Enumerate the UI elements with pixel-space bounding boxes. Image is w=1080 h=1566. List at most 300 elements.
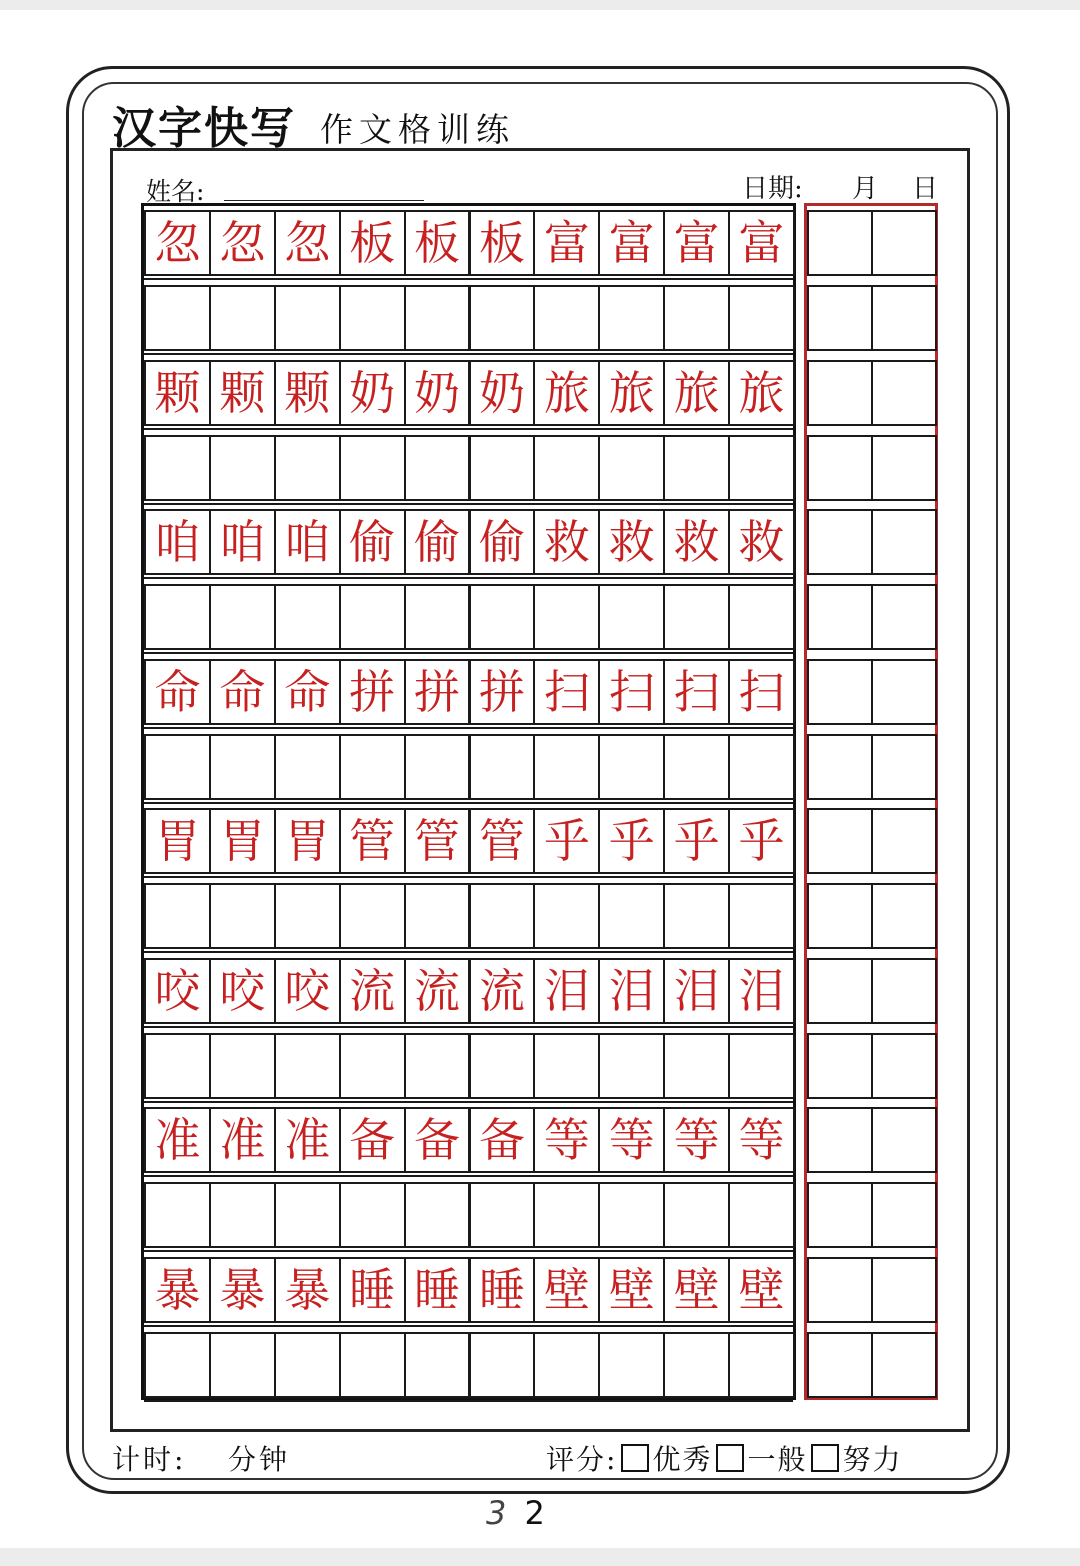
model-character: 拼 bbox=[414, 664, 461, 719]
model-character-cell bbox=[274, 1257, 341, 1323]
model-character: 板 bbox=[414, 216, 461, 271]
model-character-cell bbox=[209, 958, 276, 1024]
model-character: 泪 bbox=[738, 963, 785, 1018]
model-character-cell bbox=[339, 808, 406, 874]
model-character: 暴 bbox=[284, 1262, 331, 1317]
model-character: 壁 bbox=[738, 1262, 785, 1317]
practice-cell[interactable] bbox=[404, 1182, 471, 1248]
model-character-cell bbox=[728, 210, 795, 276]
model-character: 颗 bbox=[284, 365, 331, 420]
row-rule bbox=[144, 1101, 793, 1103]
practice-cell[interactable] bbox=[598, 883, 665, 949]
model-character: 壁 bbox=[608, 1262, 655, 1317]
model-character: 旅 bbox=[738, 365, 785, 420]
practice-cell[interactable] bbox=[339, 285, 406, 351]
model-character: 准 bbox=[284, 1113, 331, 1168]
model-character-cell bbox=[274, 210, 341, 276]
side-practice-cell[interactable] bbox=[807, 1257, 873, 1323]
model-character-cell bbox=[404, 210, 471, 276]
side-practice-cell[interactable] bbox=[807, 1033, 873, 1099]
model-character-cell bbox=[144, 958, 211, 1024]
model-character-cell bbox=[663, 808, 730, 874]
model-character: 流 bbox=[478, 963, 525, 1018]
practice-cell[interactable] bbox=[209, 883, 276, 949]
model-character-cell bbox=[469, 360, 536, 426]
model-character: 备 bbox=[414, 1113, 461, 1168]
model-character: 泪 bbox=[608, 963, 655, 1018]
model-character-cell bbox=[728, 1257, 795, 1323]
model-character-cell bbox=[469, 509, 536, 575]
effort-checkbox[interactable] bbox=[811, 1444, 839, 1472]
model-character-cell bbox=[598, 360, 665, 426]
side-practice-cell[interactable] bbox=[807, 1332, 873, 1398]
row-rule bbox=[144, 652, 793, 654]
model-character: 睡 bbox=[349, 1262, 396, 1317]
practice-cell[interactable] bbox=[469, 1182, 536, 1248]
page-number bbox=[486, 1494, 545, 1532]
model-character: 板 bbox=[478, 216, 525, 271]
model-character: 旅 bbox=[543, 365, 590, 420]
model-character: 胃 bbox=[219, 814, 266, 869]
model-character-cell bbox=[663, 210, 730, 276]
model-character: 胃 bbox=[284, 814, 331, 869]
model-character: 咬 bbox=[219, 963, 266, 1018]
model-character: 忽 bbox=[219, 216, 266, 271]
model-character-cell bbox=[339, 509, 406, 575]
model-character-cell bbox=[209, 659, 276, 725]
model-character: 颗 bbox=[154, 365, 201, 420]
side-practice-cell[interactable] bbox=[807, 584, 873, 650]
model-character-cell bbox=[469, 808, 536, 874]
model-character-cell bbox=[144, 1107, 211, 1173]
practice-cell[interactable] bbox=[728, 883, 795, 949]
side-practice-cell[interactable] bbox=[871, 210, 937, 276]
model-character-cell bbox=[469, 210, 536, 276]
practice-cell[interactable] bbox=[144, 734, 211, 800]
practice-cell[interactable] bbox=[533, 584, 600, 650]
model-character-cell bbox=[598, 659, 665, 725]
date-month-label: 月 bbox=[852, 174, 879, 204]
side-practice-cell[interactable] bbox=[807, 1182, 873, 1248]
model-character-cell bbox=[274, 958, 341, 1024]
model-character-cell bbox=[404, 659, 471, 725]
practice-cell[interactable] bbox=[144, 1033, 211, 1099]
model-character-cell bbox=[598, 808, 665, 874]
model-character: 拼 bbox=[478, 664, 525, 719]
practice-cell[interactable] bbox=[663, 1332, 730, 1398]
model-character-cell bbox=[404, 509, 471, 575]
model-character-cell bbox=[598, 958, 665, 1024]
model-character-cell bbox=[404, 360, 471, 426]
practice-cell[interactable] bbox=[663, 584, 730, 650]
side-practice-cell[interactable] bbox=[871, 734, 937, 800]
excellent-checkbox[interactable] bbox=[621, 1444, 649, 1472]
model-character: 泪 bbox=[673, 963, 720, 1018]
model-character-cell bbox=[728, 360, 795, 426]
model-character: 富 bbox=[738, 216, 785, 271]
row-rule bbox=[144, 1325, 793, 1327]
model-character: 命 bbox=[219, 664, 266, 719]
practice-cell[interactable] bbox=[339, 883, 406, 949]
model-character: 救 bbox=[738, 515, 785, 570]
practice-cell[interactable] bbox=[728, 734, 795, 800]
side-practice-cell[interactable] bbox=[871, 808, 937, 874]
practice-cell[interactable] bbox=[209, 435, 276, 501]
row-rule bbox=[144, 876, 793, 878]
practice-cell[interactable] bbox=[404, 285, 471, 351]
practice-cell[interactable] bbox=[728, 584, 795, 650]
practice-cell[interactable] bbox=[533, 734, 600, 800]
model-character: 乎 bbox=[738, 814, 785, 869]
side-practice-cell[interactable] bbox=[871, 1033, 937, 1099]
practice-cell[interactable] bbox=[404, 584, 471, 650]
model-character: 拼 bbox=[349, 664, 396, 719]
model-character: 扫 bbox=[673, 664, 720, 719]
model-character: 睡 bbox=[478, 1262, 525, 1317]
practice-cell[interactable] bbox=[144, 883, 211, 949]
model-character: 奶 bbox=[478, 365, 525, 420]
row-rule bbox=[144, 353, 793, 355]
model-character: 乎 bbox=[608, 814, 655, 869]
practice-cell[interactable] bbox=[533, 1332, 600, 1398]
model-character-cell bbox=[404, 808, 471, 874]
model-character-cell bbox=[274, 360, 341, 426]
model-character-cell bbox=[663, 509, 730, 575]
model-character-cell bbox=[533, 808, 600, 874]
side-practice-cell[interactable] bbox=[871, 1332, 937, 1398]
row-rule bbox=[144, 428, 793, 430]
top-margin-strip bbox=[0, 0, 1080, 10]
model-character: 咬 bbox=[284, 963, 331, 1018]
practice-cell[interactable] bbox=[274, 1033, 341, 1099]
practice-cell[interactable] bbox=[469, 584, 536, 650]
model-character-cell bbox=[533, 958, 600, 1024]
practice-cell[interactable] bbox=[598, 1182, 665, 1248]
practice-cell[interactable] bbox=[663, 1182, 730, 1248]
model-character: 准 bbox=[219, 1113, 266, 1168]
model-character-cell bbox=[339, 1257, 406, 1323]
model-character-cell bbox=[274, 808, 341, 874]
model-character-cell bbox=[144, 1257, 211, 1323]
model-character: 咱 bbox=[284, 515, 331, 570]
model-character: 富 bbox=[673, 216, 720, 271]
practice-cell[interactable] bbox=[469, 734, 536, 800]
side-practice-cell[interactable] bbox=[807, 285, 873, 351]
practice-cell[interactable] bbox=[274, 435, 341, 501]
practice-cell[interactable] bbox=[274, 1182, 341, 1248]
practice-cell[interactable] bbox=[144, 584, 211, 650]
model-character-cell bbox=[663, 659, 730, 725]
practice-cell[interactable] bbox=[404, 734, 471, 800]
model-character: 咬 bbox=[154, 963, 201, 1018]
practice-cell[interactable] bbox=[533, 1182, 600, 1248]
model-character: 忽 bbox=[154, 216, 201, 271]
model-character: 备 bbox=[478, 1113, 525, 1168]
model-character-cell bbox=[209, 1107, 276, 1173]
model-character: 咱 bbox=[219, 515, 266, 570]
model-character: 奶 bbox=[349, 365, 396, 420]
model-character: 睡 bbox=[414, 1262, 461, 1317]
practice-cell[interactable] bbox=[144, 435, 211, 501]
side-practice-cell[interactable] bbox=[871, 584, 937, 650]
side-practice-cell[interactable] bbox=[807, 958, 873, 1024]
model-character: 流 bbox=[414, 963, 461, 1018]
side-practice-cell[interactable] bbox=[871, 1257, 937, 1323]
side-practice-cell[interactable] bbox=[871, 1107, 937, 1173]
model-character-cell bbox=[533, 360, 600, 426]
practice-cell[interactable] bbox=[339, 734, 406, 800]
side-practice-cell[interactable] bbox=[807, 883, 873, 949]
practice-cell[interactable] bbox=[533, 285, 600, 351]
row-rule bbox=[144, 1175, 793, 1177]
model-character: 管 bbox=[414, 814, 461, 869]
practice-cell[interactable] bbox=[339, 1033, 406, 1099]
model-character-cell bbox=[598, 210, 665, 276]
row-rule bbox=[144, 1400, 793, 1402]
model-character-cell bbox=[274, 509, 341, 575]
model-character-cell bbox=[663, 1257, 730, 1323]
handwritten-page-number: 3 bbox=[486, 1494, 507, 1532]
model-character-cell bbox=[404, 1257, 471, 1323]
side-practice-cell[interactable] bbox=[807, 1107, 873, 1173]
practice-cell[interactable] bbox=[598, 285, 665, 351]
model-character: 扫 bbox=[608, 664, 655, 719]
score-label: 评分: bbox=[546, 1443, 618, 1476]
model-character-cell bbox=[728, 1107, 795, 1173]
side-practice-cell[interactable] bbox=[807, 659, 873, 725]
practice-cell[interactable] bbox=[144, 285, 211, 351]
practice-cell[interactable] bbox=[663, 1033, 730, 1099]
model-character-cell bbox=[339, 1107, 406, 1173]
model-character-cell bbox=[274, 659, 341, 725]
practice-cell[interactable] bbox=[144, 1182, 211, 1248]
practice-cell[interactable] bbox=[274, 734, 341, 800]
score-section bbox=[546, 1438, 902, 1478]
model-character-cell bbox=[728, 958, 795, 1024]
minutes-label: 分钟 bbox=[228, 1443, 291, 1476]
average-checkbox[interactable] bbox=[716, 1444, 744, 1472]
practice-cell[interactable] bbox=[663, 285, 730, 351]
practice-cell[interactable] bbox=[209, 584, 276, 650]
name-label: 姓名: bbox=[146, 177, 205, 206]
model-character-cell bbox=[144, 210, 211, 276]
model-character: 旅 bbox=[673, 365, 720, 420]
practice-cell[interactable] bbox=[209, 1182, 276, 1248]
model-character: 奶 bbox=[414, 365, 461, 420]
model-character: 命 bbox=[284, 664, 331, 719]
model-character-cell bbox=[598, 509, 665, 575]
model-character: 扫 bbox=[738, 664, 785, 719]
model-character: 准 bbox=[154, 1113, 201, 1168]
model-character-cell bbox=[469, 1107, 536, 1173]
model-character-cell bbox=[663, 360, 730, 426]
practice-cell[interactable] bbox=[274, 285, 341, 351]
practice-cell[interactable] bbox=[728, 1033, 795, 1099]
practice-cell[interactable] bbox=[533, 1033, 600, 1099]
model-character: 管 bbox=[478, 814, 525, 869]
model-character: 管 bbox=[349, 814, 396, 869]
model-character-cell bbox=[533, 1257, 600, 1323]
model-character: 乎 bbox=[543, 814, 590, 869]
practice-cell[interactable] bbox=[663, 734, 730, 800]
model-character: 流 bbox=[349, 963, 396, 1018]
model-character: 偷 bbox=[478, 515, 525, 570]
practice-cell[interactable] bbox=[469, 435, 536, 501]
side-practice-cell[interactable] bbox=[871, 509, 937, 575]
practice-cell[interactable] bbox=[274, 883, 341, 949]
model-character: 胃 bbox=[154, 814, 201, 869]
side-practice-cell[interactable] bbox=[871, 1182, 937, 1248]
practice-cell[interactable] bbox=[209, 1332, 276, 1398]
row-rule bbox=[144, 727, 793, 729]
practice-cell[interactable] bbox=[339, 435, 406, 501]
side-practice-cell[interactable] bbox=[871, 360, 937, 426]
timer-label: 计时: bbox=[112, 1443, 187, 1476]
model-character-cell bbox=[209, 509, 276, 575]
row-rule bbox=[144, 1250, 793, 1252]
row-rule bbox=[144, 951, 793, 953]
row-rule bbox=[144, 577, 793, 579]
average-option-label: 一般 bbox=[747, 1443, 808, 1476]
practice-cell[interactable] bbox=[339, 1332, 406, 1398]
model-character-cell bbox=[728, 808, 795, 874]
model-character-cell bbox=[404, 1107, 471, 1173]
side-practice-cell[interactable] bbox=[871, 659, 937, 725]
model-character: 板 bbox=[349, 216, 396, 271]
model-character-cell bbox=[469, 659, 536, 725]
practice-cell[interactable] bbox=[598, 435, 665, 501]
model-character-cell bbox=[533, 509, 600, 575]
practice-cell[interactable] bbox=[598, 1033, 665, 1099]
model-character-cell bbox=[144, 808, 211, 874]
side-practice-cell[interactable] bbox=[807, 210, 873, 276]
model-character-cell bbox=[144, 360, 211, 426]
model-character-cell bbox=[404, 958, 471, 1024]
practice-cell[interactable] bbox=[598, 734, 665, 800]
printed-page-number: 2 bbox=[524, 1494, 545, 1532]
model-character: 救 bbox=[543, 515, 590, 570]
row-rule bbox=[144, 503, 793, 505]
practice-cell[interactable] bbox=[728, 285, 795, 351]
date-label: 日期: bbox=[742, 174, 803, 204]
model-character: 忽 bbox=[284, 216, 331, 271]
practice-cell[interactable] bbox=[663, 883, 730, 949]
practice-cell[interactable] bbox=[274, 584, 341, 650]
row-rule bbox=[144, 802, 793, 804]
model-character: 等 bbox=[543, 1113, 590, 1168]
practice-grid bbox=[141, 203, 796, 1400]
model-character-cell bbox=[209, 1257, 276, 1323]
practice-cell[interactable] bbox=[144, 1332, 211, 1398]
excellent-option-label: 优秀 bbox=[652, 1443, 713, 1476]
date-day-label: 日 bbox=[912, 174, 939, 204]
model-character-cell bbox=[469, 958, 536, 1024]
practice-cell[interactable] bbox=[469, 285, 536, 351]
practice-cell[interactable] bbox=[469, 883, 536, 949]
model-character: 备 bbox=[349, 1113, 396, 1168]
side-practice-cell[interactable] bbox=[807, 734, 873, 800]
model-character-cell bbox=[598, 1257, 665, 1323]
model-character-cell bbox=[533, 659, 600, 725]
model-character: 偷 bbox=[414, 515, 461, 570]
side-practice-cell[interactable] bbox=[871, 435, 937, 501]
practice-cell[interactable] bbox=[663, 435, 730, 501]
model-character: 等 bbox=[673, 1113, 720, 1168]
model-character: 富 bbox=[543, 216, 590, 271]
practice-cell[interactable] bbox=[339, 1182, 406, 1248]
page-title: 汉字快写 bbox=[112, 103, 296, 154]
model-character: 颗 bbox=[219, 365, 266, 420]
model-character-cell bbox=[274, 1107, 341, 1173]
side-practice-cell[interactable] bbox=[871, 958, 937, 1024]
practice-cell[interactable] bbox=[469, 1332, 536, 1398]
name-field[interactable] bbox=[224, 200, 424, 201]
effort-option-label: 努力 bbox=[842, 1443, 903, 1476]
model-character: 救 bbox=[608, 515, 655, 570]
side-practice-cell[interactable] bbox=[807, 435, 873, 501]
practice-cell[interactable] bbox=[339, 584, 406, 650]
practice-cell[interactable] bbox=[404, 1033, 471, 1099]
practice-cell[interactable] bbox=[209, 285, 276, 351]
model-character-cell bbox=[339, 210, 406, 276]
model-character-cell bbox=[598, 1107, 665, 1173]
bottom-margin-strip bbox=[0, 1548, 1080, 1566]
practice-cell[interactable] bbox=[598, 584, 665, 650]
model-character: 暴 bbox=[219, 1262, 266, 1317]
side-practice-cell[interactable] bbox=[871, 883, 937, 949]
practice-cell[interactable] bbox=[404, 435, 471, 501]
model-character-cell bbox=[339, 659, 406, 725]
model-character-cell bbox=[728, 659, 795, 725]
side-practice-cell[interactable] bbox=[871, 285, 937, 351]
practice-cell[interactable] bbox=[728, 435, 795, 501]
side-practice-cell[interactable] bbox=[807, 509, 873, 575]
model-character-cell bbox=[728, 509, 795, 575]
practice-cell[interactable] bbox=[469, 1033, 536, 1099]
practice-cell[interactable] bbox=[728, 1332, 795, 1398]
model-character: 暴 bbox=[154, 1262, 201, 1317]
model-character: 泪 bbox=[543, 963, 590, 1018]
model-character: 富 bbox=[608, 216, 655, 271]
model-character-cell bbox=[663, 958, 730, 1024]
practice-cell[interactable] bbox=[533, 883, 600, 949]
side-practice-cell[interactable] bbox=[807, 808, 873, 874]
model-character-cell bbox=[533, 1107, 600, 1173]
practice-cell[interactable] bbox=[533, 435, 600, 501]
model-character: 扫 bbox=[543, 664, 590, 719]
model-character: 壁 bbox=[673, 1262, 720, 1317]
model-character-cell bbox=[469, 1257, 536, 1323]
row-rule bbox=[144, 278, 793, 280]
model-character: 等 bbox=[608, 1113, 655, 1168]
model-character-cell bbox=[144, 659, 211, 725]
practice-cell[interactable] bbox=[404, 883, 471, 949]
model-character-cell bbox=[663, 1107, 730, 1173]
model-character: 命 bbox=[154, 664, 201, 719]
practice-cell[interactable] bbox=[209, 734, 276, 800]
model-character: 等 bbox=[738, 1113, 785, 1168]
model-character: 咱 bbox=[154, 515, 201, 570]
practice-cell[interactable] bbox=[598, 1332, 665, 1398]
practice-cell[interactable] bbox=[728, 1182, 795, 1248]
side-practice-cell[interactable] bbox=[807, 360, 873, 426]
model-character: 壁 bbox=[543, 1262, 590, 1317]
practice-cell[interactable] bbox=[209, 1033, 276, 1099]
practice-cell[interactable] bbox=[404, 1332, 471, 1398]
model-character-cell bbox=[209, 210, 276, 276]
practice-cell[interactable] bbox=[274, 1332, 341, 1398]
model-character-cell bbox=[209, 360, 276, 426]
